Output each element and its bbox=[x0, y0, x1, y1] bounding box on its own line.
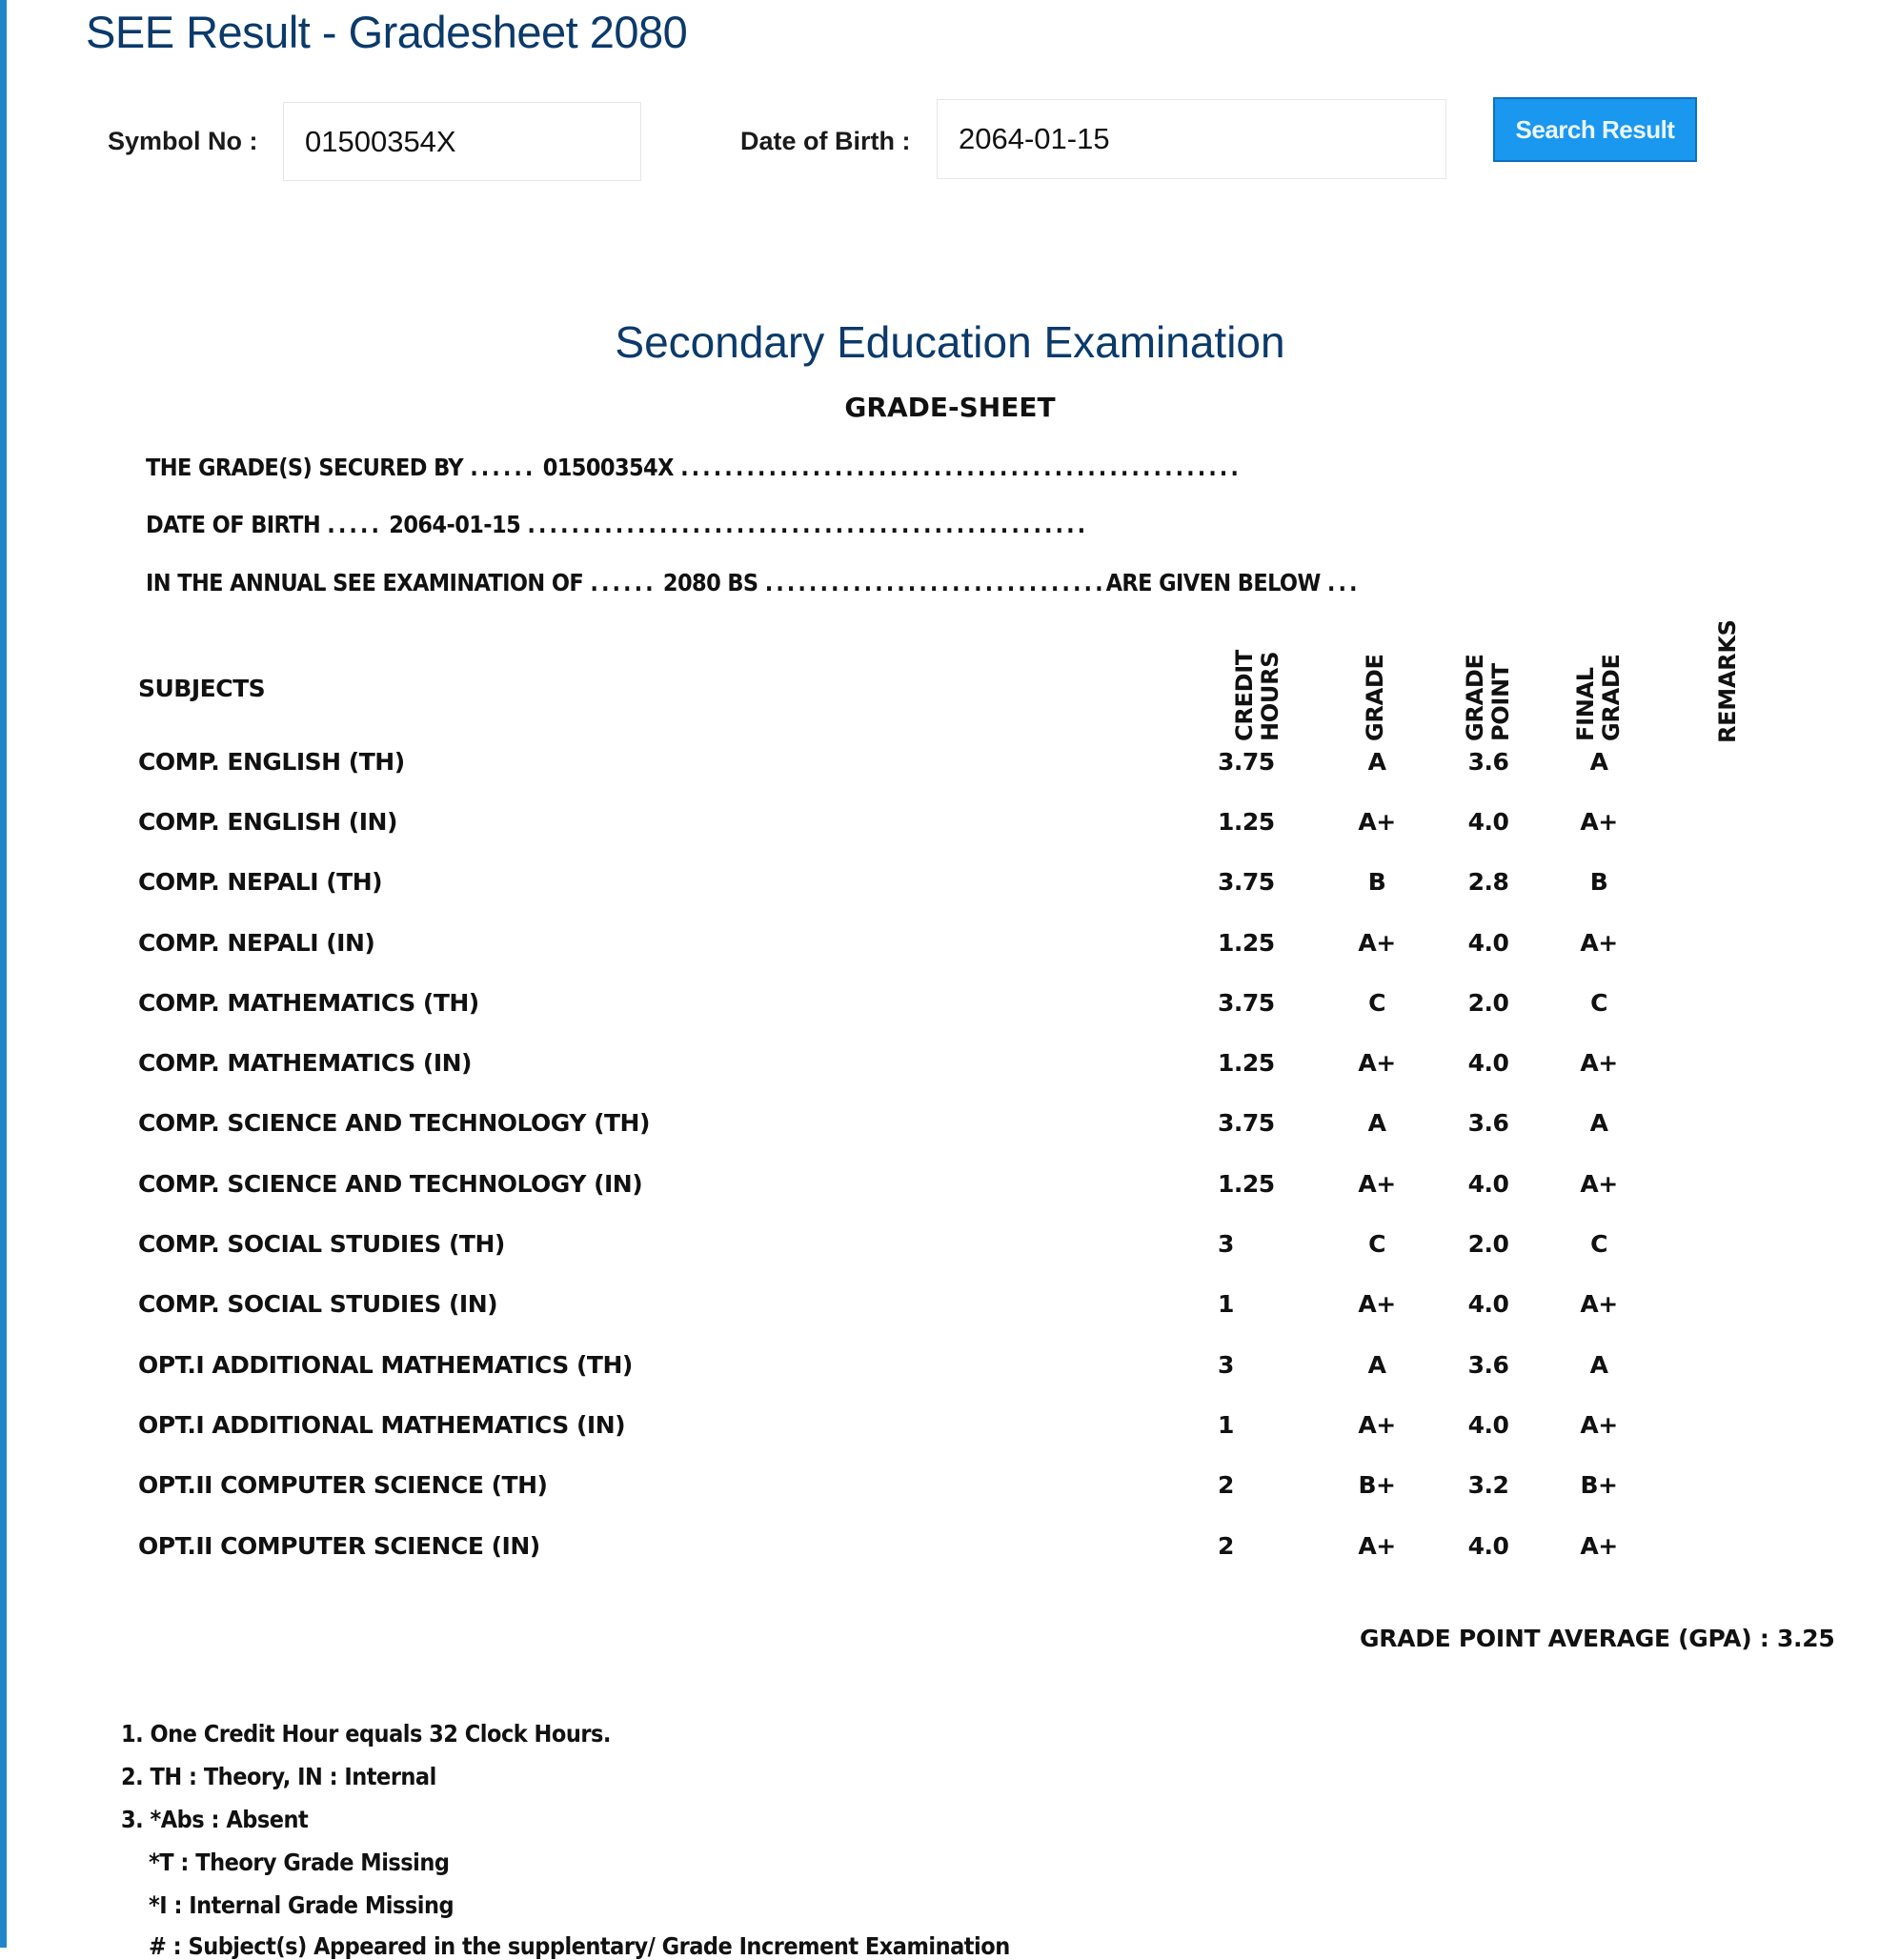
symbol-no-label: Symbol No : bbox=[108, 127, 258, 155]
grade-cell: A+ bbox=[1358, 1290, 1396, 1318]
grade-point-cell: 4.0 bbox=[1467, 1532, 1509, 1560]
dob-line-value: 2064-01-15 bbox=[389, 511, 521, 538]
col-header-remarks: REMARKS bbox=[1714, 619, 1741, 743]
table-row bbox=[0, 929, 1879, 967]
final-grade-cell: A+ bbox=[1580, 1411, 1618, 1439]
credit-hours-cell: 1.25 bbox=[1218, 929, 1275, 957]
col-header-credit-hours: CREDIT HOURS bbox=[1231, 650, 1283, 741]
credit-hours-cell: 1 bbox=[1218, 1411, 1234, 1439]
subject-cell: COMP. SOCIAL STUDIES (TH) bbox=[138, 1230, 505, 1258]
gpa-value: 3.25 bbox=[1776, 1625, 1835, 1652]
grade-point-cell: 4.0 bbox=[1467, 808, 1509, 836]
dots: ................................................... bbox=[680, 454, 1242, 481]
table-row bbox=[0, 1532, 1879, 1570]
grade-point-cell: 4.0 bbox=[1467, 1049, 1509, 1077]
credit-hours-cell: 1.25 bbox=[1218, 1170, 1275, 1198]
grade-cell: A+ bbox=[1358, 1170, 1396, 1198]
grade-point-cell: 2.0 bbox=[1467, 989, 1509, 1017]
grade-point-cell: 4.0 bbox=[1467, 1170, 1509, 1198]
grade-cell: A+ bbox=[1358, 1049, 1396, 1077]
credit-hours-cell: 1.25 bbox=[1218, 1049, 1275, 1077]
final-grade-cell: A+ bbox=[1580, 1170, 1618, 1198]
exam-year-value: 2080 BS bbox=[662, 569, 758, 596]
date-of-birth-line bbox=[146, 511, 1088, 538]
grade-cell: A bbox=[1367, 1351, 1386, 1379]
grade-cell: B bbox=[1367, 868, 1386, 896]
table-row bbox=[0, 1471, 1879, 1509]
grade-point-cell: 3.2 bbox=[1467, 1471, 1509, 1499]
grade-cell: A+ bbox=[1358, 1411, 1396, 1439]
final-grade-cell: C bbox=[1590, 989, 1607, 1017]
exam-title: Secondary Education Examination bbox=[615, 317, 1285, 367]
grade-cell: A+ bbox=[1358, 1532, 1396, 1560]
dob-line-label: DATE OF BIRTH bbox=[146, 511, 321, 538]
subject-cell: COMP. NEPALI (TH) bbox=[138, 868, 383, 896]
examination-line bbox=[146, 569, 1361, 596]
credit-hours-cell: 3 bbox=[1218, 1230, 1234, 1258]
final-grade-cell: C bbox=[1590, 1230, 1607, 1258]
grade-point-cell: 2.8 bbox=[1467, 868, 1509, 896]
note-theory-missing: *T : Theory Grade Missing bbox=[149, 1849, 450, 1876]
secured-by-symbol: 01500354X bbox=[542, 454, 674, 481]
final-grade-cell: A+ bbox=[1580, 808, 1618, 836]
dots: ..... bbox=[327, 511, 383, 538]
col-header-grade-point: GRADE POINT bbox=[1462, 654, 1514, 741]
secured-by-line bbox=[146, 454, 1242, 481]
dots: ............................... bbox=[764, 569, 1106, 596]
subject-cell: OPT.II COMPUTER SCIENCE (IN) bbox=[138, 1532, 540, 1560]
grade-cell: A+ bbox=[1358, 808, 1396, 836]
grade-point-cell: 2.0 bbox=[1467, 1230, 1509, 1258]
note-th-in: 2. TH : Theory, IN : Internal bbox=[121, 1763, 436, 1790]
final-grade-cell: A+ bbox=[1580, 1049, 1618, 1077]
grade-cell: C bbox=[1368, 1230, 1385, 1258]
final-grade-cell: A+ bbox=[1580, 929, 1618, 957]
grade-cell: C bbox=[1368, 989, 1385, 1017]
final-grade-cell: B+ bbox=[1580, 1471, 1618, 1499]
credit-hours-cell: 3.75 bbox=[1218, 1109, 1275, 1137]
table-row bbox=[0, 1411, 1879, 1449]
credit-hours-cell: 3 bbox=[1218, 1351, 1234, 1379]
final-grade-cell: A+ bbox=[1580, 1532, 1618, 1560]
page-title: SEE Result - Gradesheet 2080 bbox=[86, 7, 688, 57]
subject-cell: COMP. ENGLISH (IN) bbox=[138, 808, 397, 836]
credit-hours-cell: 3.75 bbox=[1218, 748, 1275, 776]
note-supplementary: # : Subject(s) Appeared in the supplentary/ Grade Increment Examination bbox=[149, 1932, 1010, 1960]
subject-cell: COMP. SOCIAL STUDIES (IN) bbox=[138, 1290, 498, 1318]
symbol-no-value: 01500354X bbox=[305, 124, 456, 158]
subject-cell: COMP. NEPALI (IN) bbox=[138, 929, 375, 957]
grade-point-cell: 3.6 bbox=[1467, 1109, 1509, 1137]
gpa-summary bbox=[1360, 1625, 1834, 1652]
table-row bbox=[0, 1290, 1879, 1328]
symbol-no-input[interactable] bbox=[283, 102, 641, 181]
given-below-text: ARE GIVEN BELOW bbox=[1105, 569, 1321, 596]
credit-hours-cell: 3.75 bbox=[1218, 989, 1275, 1017]
col-header-subjects: SUBJECTS bbox=[138, 675, 266, 702]
credit-hours-cell: 1 bbox=[1218, 1290, 1234, 1318]
table-row bbox=[0, 1170, 1879, 1208]
gpa-label: GRADE POINT AVERAGE (GPA) : bbox=[1360, 1625, 1769, 1652]
date-of-birth-label: Date of Birth : bbox=[740, 127, 911, 155]
final-grade-cell: A+ bbox=[1580, 1290, 1618, 1318]
subject-cell: COMP. ENGLISH (TH) bbox=[138, 748, 405, 776]
search-result-button[interactable]: Search Result bbox=[1493, 97, 1697, 162]
exam-line-label: IN THE ANNUAL SEE EXAMINATION OF bbox=[146, 569, 584, 596]
subject-cell: COMP. SCIENCE AND TECHNOLOGY (TH) bbox=[138, 1109, 650, 1137]
dots: ... bbox=[1326, 569, 1361, 596]
grade-point-cell: 4.0 bbox=[1467, 929, 1509, 957]
grade-point-cell: 3.6 bbox=[1467, 1351, 1509, 1379]
credit-hours-cell: 2 bbox=[1218, 1532, 1234, 1560]
table-row bbox=[0, 868, 1879, 906]
grade-point-cell: 4.0 bbox=[1467, 1411, 1509, 1439]
table-row bbox=[0, 748, 1879, 786]
gradesheet-title: GRADE-SHEET bbox=[844, 392, 1056, 423]
table-row bbox=[0, 1230, 1879, 1268]
grade-cell: B+ bbox=[1358, 1471, 1396, 1499]
table-row bbox=[0, 1351, 1879, 1389]
dots: ...... bbox=[590, 569, 657, 596]
final-grade-cell: A bbox=[1589, 1109, 1608, 1137]
note-credit-hour: 1. One Credit Hour equals 32 Clock Hours. bbox=[121, 1720, 611, 1748]
final-grade-cell: A bbox=[1589, 748, 1608, 776]
dots: ................................................... bbox=[527, 511, 1089, 538]
subject-cell: OPT.II COMPUTER SCIENCE (TH) bbox=[138, 1471, 548, 1499]
table-row bbox=[0, 1049, 1879, 1087]
note-internal-missing: *I : Internal Grade Missing bbox=[149, 1891, 455, 1919]
subject-cell: COMP. MATHEMATICS (IN) bbox=[138, 1049, 472, 1077]
grade-cell: A bbox=[1367, 748, 1386, 776]
grade-point-cell: 3.6 bbox=[1467, 748, 1509, 776]
note-absent: 3. *Abs : Absent bbox=[121, 1806, 309, 1833]
col-header-final-grade: FINAL GRADE bbox=[1572, 654, 1625, 741]
subject-cell: COMP. MATHEMATICS (TH) bbox=[138, 989, 479, 1017]
credit-hours-cell: 2 bbox=[1218, 1471, 1234, 1499]
date-of-birth-input[interactable] bbox=[937, 99, 1446, 179]
grade-cell: A+ bbox=[1358, 929, 1396, 957]
subject-cell: OPT.I ADDITIONAL MATHEMATICS (IN) bbox=[138, 1411, 626, 1439]
subject-cell: OPT.I ADDITIONAL MATHEMATICS (TH) bbox=[138, 1351, 633, 1379]
table-row bbox=[0, 989, 1879, 1027]
subject-cell: COMP. SCIENCE AND TECHNOLOGY (IN) bbox=[138, 1170, 643, 1198]
final-grade-cell: A bbox=[1589, 1351, 1608, 1379]
table-row bbox=[0, 1109, 1879, 1147]
col-header-grade: GRADE bbox=[1362, 654, 1388, 741]
final-grade-cell: B bbox=[1589, 868, 1608, 896]
grade-cell: A bbox=[1367, 1109, 1386, 1137]
credit-hours-cell: 1.25 bbox=[1218, 808, 1275, 836]
secured-by-label: THE GRADE(S) SECURED BY bbox=[146, 454, 463, 481]
table-row bbox=[0, 808, 1879, 846]
dots: ...... bbox=[470, 454, 536, 481]
credit-hours-cell: 3.75 bbox=[1218, 868, 1275, 896]
grade-point-cell: 4.0 bbox=[1467, 1290, 1509, 1318]
date-of-birth-value: 2064-01-15 bbox=[959, 122, 1110, 155]
left-edge-bar bbox=[0, 0, 7, 1948]
